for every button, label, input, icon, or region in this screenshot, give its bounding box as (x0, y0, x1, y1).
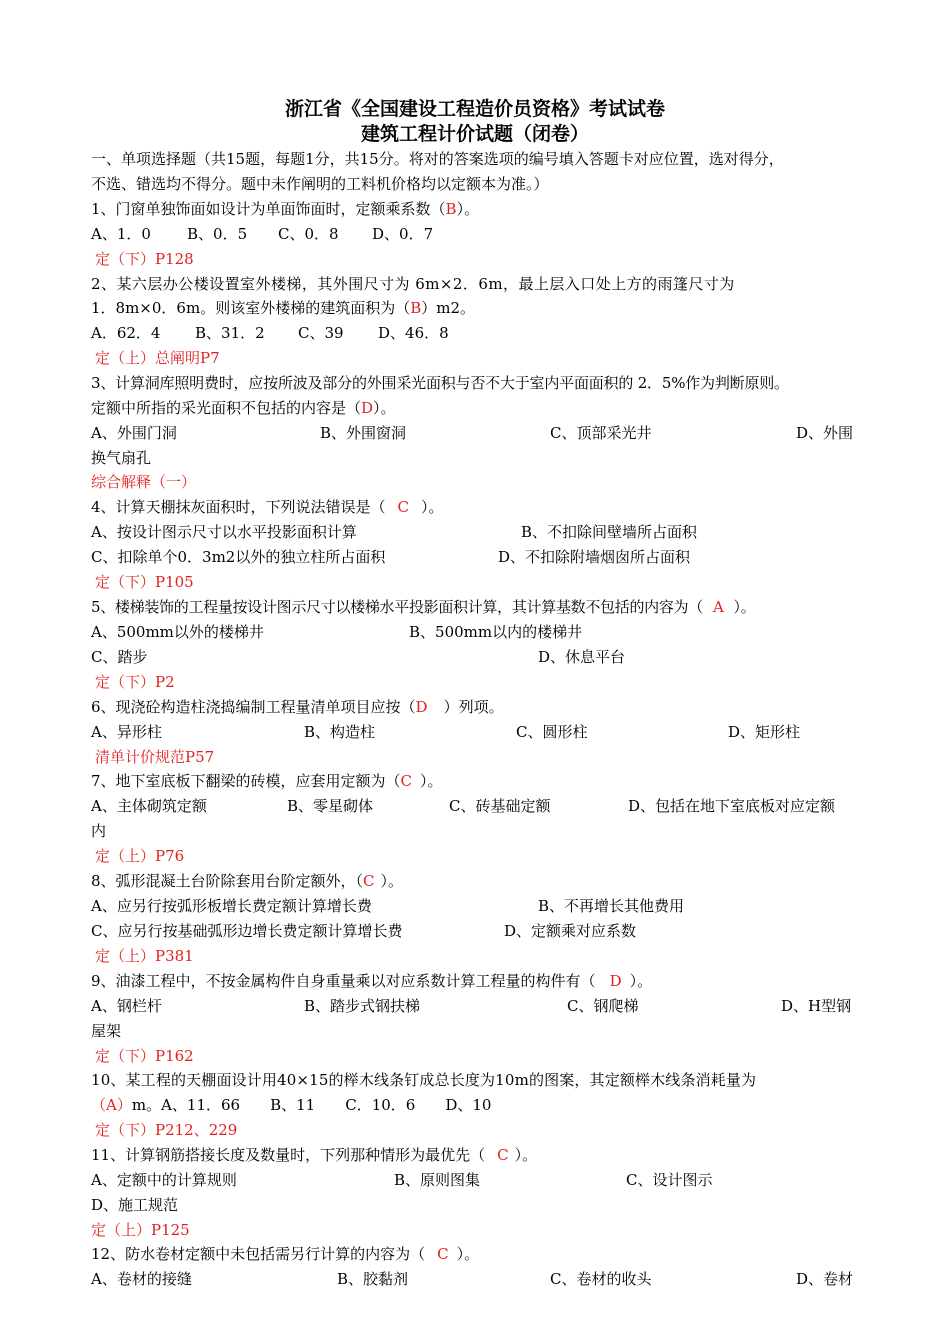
question-11-options-cont: D、施工规范 (91, 1196, 179, 1214)
section-intro: 一、单项选择题（共15题，每题1分，共15分。将对的答案选项的编号填入答题卡对应位置，选对得分， (91, 150, 784, 168)
reference: 定（上）P381 (95, 947, 194, 965)
exam-subtitle: 建筑工程计价试题（闭卷） (360, 123, 589, 145)
exam-page: 浙江省《全国建设工程造价员资格》考试试卷 建筑工程计价试题（闭卷） 一、单项选择题（共15题，每题1分，共15分。将对的答案选项的编号填入答题卡对应位置，选对得分， 不选、错选均不得分。题中未作阐明的工料机价格均以定额本为准。） 1、门窗单独饰面如设计为单面饰面时，定额乘系数（B）。 A、1．0 B、0．5 C、0．8 D、0．7 定（下）P128 2、某六层办公楼设置室外楼梯，其外围尺寸为 6m×2．6m，最上层入口处上方的雨篷尺寸为 1．8m×0．6m。则该室外楼梯的建筑面积为（B）m2。 A．62．4 B、31．2 C、39 D、46．8 定（上）总阐明P7 3、计算洞库照明费时，应按所波及部分的外围采光面积与否不大于室内平面面积的 2．5%作为判断原则。 定额中所指的采光面积不包括的内容是（D）。 A、外围门洞 B、外围窗洞 C、顶部采光井 D、外围 换气扇孔 综合解释（一） 4、计算天棚抹灰面积时，下列说法错误是（ C ）。 A、按设计图示尺寸以水平投影面积计算 B、不扣除间壁墙所占面积 C、扣除单个0．3m2以外的独立柱所占面积 D、不扣除附墙烟囱所占面积 定（下）P105 5、楼梯装饰的工程量按设计图示尺寸以楼梯水平投影面积计算，其计算基数不包括的内容为（ A ）。 A、500mm以外的楼梯井 B、500mm以内的楼梯井 C、踏步 D、休息平台 定（下）P2 6、现浇砼构造柱浇捣编制工程量清单项目应按（D ）列项。 A、异形柱 B、构造柱 C、圆形柱 D、矩形柱 清单计价规范P57 7、地下室底板下翻梁的砖模，应套用定额为（C ）。 A、主体砌筑定额 B、零星砌体 C、砖基础定额 D、包括在地下室底板对应定额 内 定（上）P76 8、弧形混凝土台阶除套用台阶定额外，（C ）。 A、应另行按弧形板增长费定额计算增长费 B、不再增长其他费用 C、应另行按基础弧形边增长费定额计算增长费 D、定额乘对应系数 定（上）P381 9、油漆工程中，不按金属构件自身重量乘以对应系数计算工程量的构件有（ D ）。 A、钢栏杆 B、踏步式钢扶梯 C、钢爬梯 D、H型钢 屋架 定（下）P162 10、某工程的天棚面设计用40×15的榉木线条钉成总长度为10m的图案，其定额榉木线条消耗量为 （A）m。A、11．66 B、11 C．10．6 D、10 定（下）P212、229 11、计算钢筋搭接长度及数量时，下列那种情形为最优先（ C ）。 A、定额中的计算规则 B、原则图集 C、设计图示 D、施工规范 定（上）P125 12、防水卷材定额中未包括需另行计算的内容为（ C ）。 A、卷材的接缝 B、胶黏剂 C、卷材的收头 D、卷材 (0, 0, 950, 1344)
question-3-cont: 定额中所指的采光面积不包括的内容是（D）。 (91, 399, 396, 417)
section-intro-cont: 不选、错选均不得分。题中未作阐明的工料机价格均以定额本为准。） (91, 175, 549, 193)
question-3: 3、计算洞库照明费时，应按所波及部分的外围采光面积与否不大于室内平面面积的 2．5%作为判断原则。 (91, 374, 789, 392)
question-3-options-cont: 换气扇孔 (91, 449, 152, 467)
reference: 定（下）P2 (95, 673, 175, 691)
reference: 定（上）总阐明P7 (95, 349, 220, 367)
answer: A (712, 598, 724, 616)
reference: 定（下）P105 (95, 573, 194, 591)
question-2-cont: 1．8m×0．6m。则该室外楼梯的建筑面积为（B）m2。 (91, 299, 476, 317)
question-12: 12、防水卷材定额中未包括需另行计算的内容为（ C ）。 (91, 1245, 480, 1263)
reference: 定（上）P76 (95, 847, 185, 865)
answer: C (437, 1245, 449, 1263)
exam-title: 浙江省《全国建设工程造价员资格》考试试卷 (284, 98, 665, 120)
answer: C (497, 1146, 509, 1164)
reference: 综合解释（一） (91, 473, 197, 491)
question-4: 4、计算天棚抹灰面积时，下列说法错误是（ C ）。 (91, 498, 444, 516)
reference: 定（下）P128 (95, 250, 194, 268)
question-7: 7、地下室底板下翻梁的砖模，应套用定额为（C ）。 (91, 772, 443, 790)
answer: D (415, 698, 428, 716)
answer: B (410, 299, 422, 317)
answer: D (609, 972, 622, 990)
question-6: 6、现浇砼构造柱浇捣编制工程量清单项目应按（D ）列项。 (91, 698, 504, 716)
reference: 定（上）P125 (91, 1221, 190, 1239)
answer: D (361, 399, 374, 417)
answer-paren: ） (116, 1096, 132, 1114)
question-11: 11、计算钢筋搭接长度及数量时，下列那种情形为最优先（ C ）。 (91, 1146, 538, 1164)
question-10: 10、某工程的天棚面设计用40×15的榉木线条钉成总长度为10m的图案，其定额榉木线条消耗量为 (91, 1071, 757, 1089)
answer: C (397, 498, 410, 516)
answer: B (445, 200, 457, 218)
reference: 定（下）P162 (95, 1047, 194, 1065)
question-2: 2、某六层办公楼设置室外楼梯，其外围尺寸为 6m×2．6m，最上层入口处上方的雨篷尺寸为 (91, 275, 735, 293)
answer: C (363, 872, 375, 890)
reference: 清单计价规范P57 (95, 748, 215, 766)
question-8: 8、弧形混凝土台阶除套用台阶定额外，（C ）。 (91, 872, 404, 890)
question-1: 1、门窗单独饰面如设计为单面饰面时，定额乘系数（B）。 (91, 200, 480, 218)
reference: 定（下）P212、229 (95, 1121, 238, 1139)
question-9: 9、油漆工程中，不按金属构件自身重量乘以对应系数计算工程量的构件有（ D ）。 (91, 972, 653, 990)
answer: C (400, 772, 413, 790)
question-10-cont: （A）m。A、11．66 B、11 C．10．6 D、10 (91, 1096, 492, 1114)
question-7-options-cont: 内 (91, 822, 107, 840)
answer-paren: （ (91, 1096, 107, 1114)
answer: A (106, 1096, 117, 1114)
question-5: 5、楼梯装饰的工程量按设计图示尺寸以楼梯水平投影面积计算，其计算基数不包括的内容为（ A ）。 (91, 598, 756, 616)
question-9-options-cont: 屋架 (91, 1022, 122, 1040)
